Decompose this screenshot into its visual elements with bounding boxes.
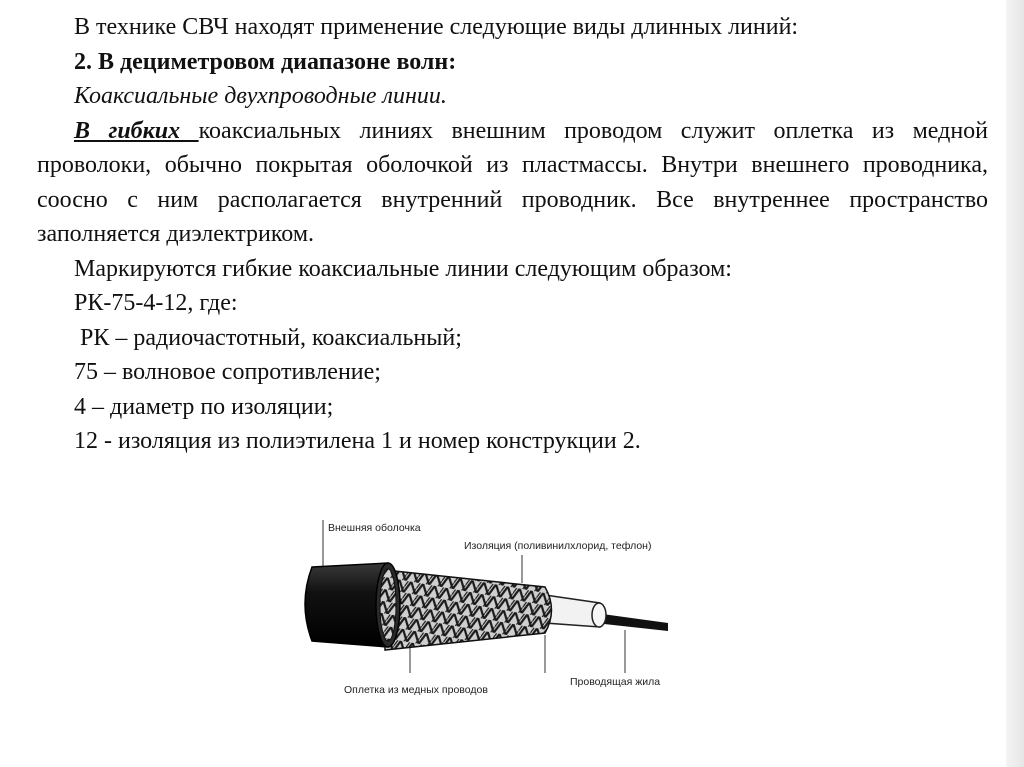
jacket-label: Внешняя оболочка — [328, 522, 421, 534]
marking-code: РК-75-4-12, где: — [74, 290, 238, 316]
marking-item: 75 – волновое сопротивление; — [74, 359, 381, 385]
slide-edge — [1006, 0, 1024, 767]
braid-label: Оплетка из медных проводов — [344, 684, 488, 696]
marking-item: 12 - изоляция из полиэтилена 1 и номер конструкции 2. — [74, 428, 641, 454]
core-label: Проводящая жила — [570, 676, 661, 688]
insulation-face — [592, 603, 606, 627]
marking-intro: Маркируются гибкие коаксиальные линии следующим образом: — [74, 255, 732, 282]
coax-cable-figure — [290, 475, 685, 760]
braid-face — [380, 569, 396, 641]
marking-item: РК – радиочастотный, коаксиальный; — [74, 324, 462, 351]
description-paragraph — [37, 114, 988, 252]
coax-cable-drawing — [290, 475, 685, 760]
description-text: коаксиальных линиях внешним проводом служит оплетка из медной проволоки, обычно покрытая оболочкой из пластмассы. Внутри внешнего проводника, соосно с ним располагается внутренний проводник. Все внутреннее пространство заполняется диэлектриком. — [37, 117, 989, 247]
intro-line: В технике СВЧ находят применение следующие виды длинных линий: — [74, 14, 799, 40]
braid-layer — [385, 570, 552, 650]
subheading: Коаксиальные двухпроводные линии. — [74, 83, 447, 109]
marking-item: 4 – диаметр по изоляции; — [74, 393, 334, 420]
section-heading: 2. В дециметровом диапазоне волн: — [74, 48, 457, 75]
insulation-label: Изоляция (поливинилхлорид, тефлон) — [464, 540, 652, 552]
emphasis-text: В гибких — [74, 117, 199, 144]
slide-text — [37, 10, 988, 459]
